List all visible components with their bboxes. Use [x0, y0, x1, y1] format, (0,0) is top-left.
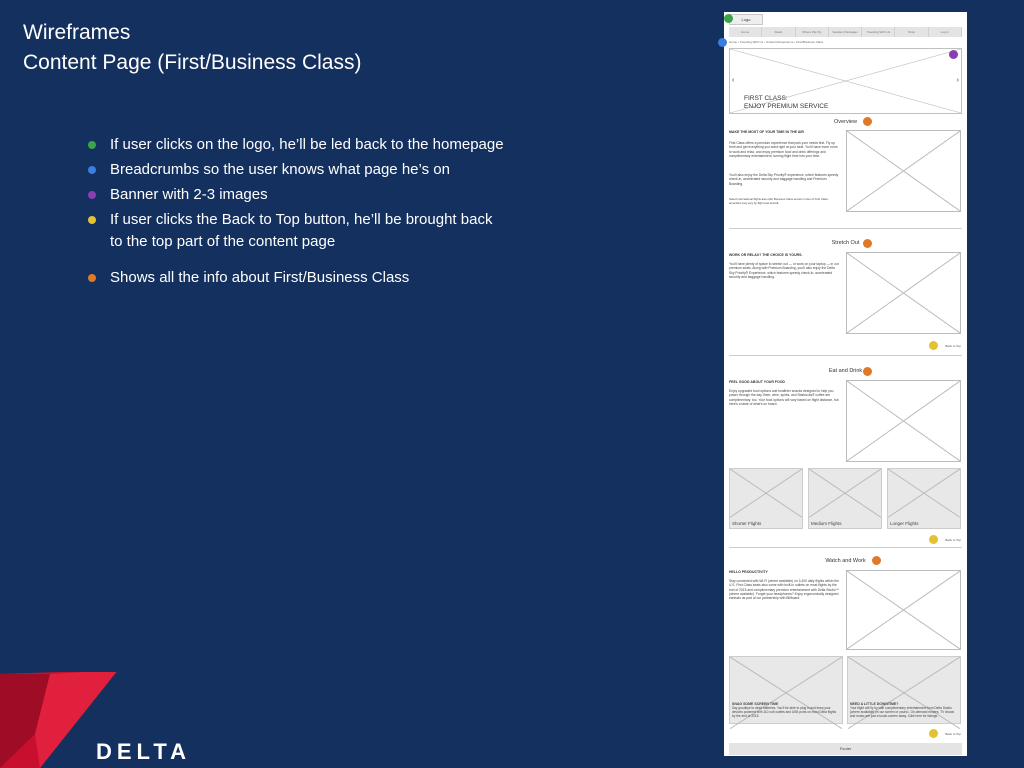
legend-list [88, 134, 550, 292]
nav-item-vacation-packages[interactable]: Vacation Packages [829, 27, 862, 37]
overview-paragraph-3: Select international flights also offer Business Class service in lieu of First Class; amenities may vary by flight and aircraft. [729, 197, 829, 205]
legend-text: Breadcrumbs so the user knows what page he’s on [110, 161, 450, 178]
watch-heading: HELLO PRODUCTIVITY [729, 570, 768, 574]
tile-label: Shorter Flights [732, 521, 762, 526]
nav-item-deals[interactable]: Deals [762, 27, 795, 37]
blue-dot-icon [88, 166, 96, 174]
overview-heading: MAKE THE MOST OF YOUR TIME IN THE AIR [729, 130, 804, 134]
section-title-stretch-out: Stretch Out [831, 240, 860, 246]
tile-screen-time[interactable] [729, 656, 843, 724]
banner-carousel[interactable] [729, 48, 962, 114]
back-to-top-button[interactable]: Back to Top [945, 732, 961, 736]
image-placeholder-icon [847, 131, 960, 211]
tile-title: SNAG SOME SCREEN TIME [732, 702, 779, 706]
slide-title [23, 18, 361, 78]
legend-item-back-to-top [88, 209, 550, 253]
back-to-top-button[interactable]: Back to Top [945, 538, 961, 542]
content-marker-icon [872, 556, 881, 565]
section-title-watch-and-work: Watch and Work [825, 558, 866, 564]
content-marker-icon [863, 367, 872, 376]
eat-image-placeholder [846, 380, 961, 462]
wireframe-logo[interactable]: Logo [729, 14, 763, 25]
slide-title-line2: Content Page (First/Business Class) [23, 51, 362, 74]
image-placeholder-icon [730, 469, 802, 528]
tile-shorter-flights[interactable] [729, 468, 803, 529]
tile-longer-flights[interactable] [887, 468, 961, 529]
yellow-dot-icon [88, 216, 96, 224]
banner-title [744, 95, 828, 111]
eat-heading: FEEL GOOD ABOUT YOUR FOOD [729, 380, 785, 384]
watch-image-placeholder [846, 570, 961, 650]
banner-title-line1: FIRST CLASS: [744, 95, 788, 102]
eat-paragraph: Enjoy upgraded food options and healthier snacks designed to help you power through the day. Beer, wine, spirits, and Starbucks® coffee are complimentary, too. Your food options will vary based on flight distance, but here's a taste of what's on board. [729, 389, 839, 406]
legend-item-banner [88, 184, 550, 206]
tile-body: Your flight will fly by with complimentary entertainment from Delta Studio (where available) on our screen or yours1. On-demand movies, TV shows and music are just a touch-screen away. Click here for listings. [850, 706, 955, 718]
section-divider [729, 228, 962, 229]
legend-text: If user clicks the Back to Top button, he’ll be brought back to the top part of the content page [110, 211, 493, 250]
image-placeholder-icon [847, 253, 960, 333]
green-dot-icon [88, 141, 96, 149]
overview-paragraph-1: First Class offers a premium experience that puts your needs first. Fly up front and get everything you want right at your seat. You'll have more room to work and relax, and enjoy premium food and drink offerings and complimentary entertainment, turning flight time into your time. [729, 141, 838, 158]
stretch-image-placeholder [846, 252, 961, 334]
nav-item-where-we-fly[interactable]: Where We Fly [796, 27, 829, 37]
tile-body: Say goodbye to dead batteries. You'll be able to plug in and keep your devices powered with 110-volt outlets and USB ports on most Delta flights by the end of 2015. [732, 706, 837, 718]
image-placeholder-icon [888, 469, 960, 528]
image-placeholder-icon [809, 469, 881, 528]
watch-paragraph: Stay connected with Wi-Fi (where available) on 3,400 daily flights within the U.S. First Class seats also come with built-in outlets on most flights by the end of 2015 and complimentary premium entertainment with Delta Studio™ (where available). Forget your headphones? Enjoy ergonomically designed earbuds as part of our partnership with Billboard. [729, 579, 839, 601]
legend-item-content [88, 267, 550, 289]
wireframe-page [724, 12, 967, 756]
content-marker-icon [863, 117, 872, 126]
image-placeholder-icon [847, 381, 960, 461]
tile-downtime[interactable] [847, 656, 961, 724]
tile-text [732, 702, 840, 718]
legend-item-breadcrumbs [88, 159, 550, 181]
back-to-top-marker-icon [929, 535, 938, 544]
nav-item-shop[interactable]: Shop [895, 27, 928, 37]
back-to-top-marker-icon [929, 729, 938, 738]
nav-item-log-in[interactable]: Log In [929, 27, 962, 37]
content-marker-icon [863, 239, 872, 248]
back-to-top-marker-icon [929, 341, 938, 350]
tile-title: NEED A LITTLE DOWNTIME? [850, 702, 899, 706]
banner-prev-arrow-icon[interactable]: ‹ [732, 77, 735, 84]
tile-label: Longer Flights [890, 521, 919, 526]
slide-title-line1: Wireframes [23, 21, 131, 44]
logo-marker-icon [724, 14, 733, 23]
back-to-top-button[interactable]: Back to Top [945, 344, 961, 348]
stretch-heading: WORK OR RELAX? THE CHOICE IS YOURS. [729, 253, 803, 257]
stretch-paragraph: You'll have plenty of space to stretch out — or work on your laptop — in our premium seats. Along with Premium Boarding, you'll also enjoy the Delta Sky Priority® Experience, which features speedy check-in, accelerated security and baggage handling. [729, 262, 839, 279]
image-placeholder-icon [847, 571, 960, 649]
delta-wordmark: DELTA [96, 739, 192, 764]
breadcrumb[interactable]: Home › Traveling With Us › Onboard Experience › First/Business Class [729, 40, 824, 44]
tile-text [850, 702, 958, 718]
section-title-eat-and-drink: Eat and Drink [828, 368, 863, 374]
purple-dot-icon [88, 191, 96, 199]
tile-label: Medium Flights [811, 521, 842, 526]
wireframe-footer: Footer [729, 743, 962, 755]
breadcrumb-marker-icon [718, 38, 727, 47]
overview-image-placeholder [846, 130, 961, 212]
section-divider [729, 355, 962, 356]
banner-next-arrow-icon[interactable]: › [956, 77, 959, 84]
section-title-overview: Overview [834, 119, 857, 125]
legend-text: Banner with 2-3 images [110, 186, 268, 203]
legend-item-logo [88, 134, 550, 156]
legend-text: If user clicks on the logo, he’ll be led back to the homepage [110, 136, 504, 153]
orange-dot-icon [88, 274, 96, 282]
section-divider [729, 547, 962, 548]
nav-item-traveling-with-us[interactable]: Traveling With Us [862, 27, 895, 37]
overview-paragraph-2: You'll also enjoy the Delta Sky Priority® experience, which features speedy check-in, accelerated security and baggage handling and Premium Boarding. [729, 173, 839, 186]
legend-text: Shows all the info about First/Business Class [110, 269, 410, 286]
tile-medium-flights[interactable] [808, 468, 882, 529]
wireframe-nav [729, 27, 962, 37]
banner-title-line2: ENJOY PREMIUM SERVICE [744, 103, 829, 110]
banner-marker-icon [949, 50, 958, 59]
nav-item-home[interactable]: Home [729, 27, 762, 37]
